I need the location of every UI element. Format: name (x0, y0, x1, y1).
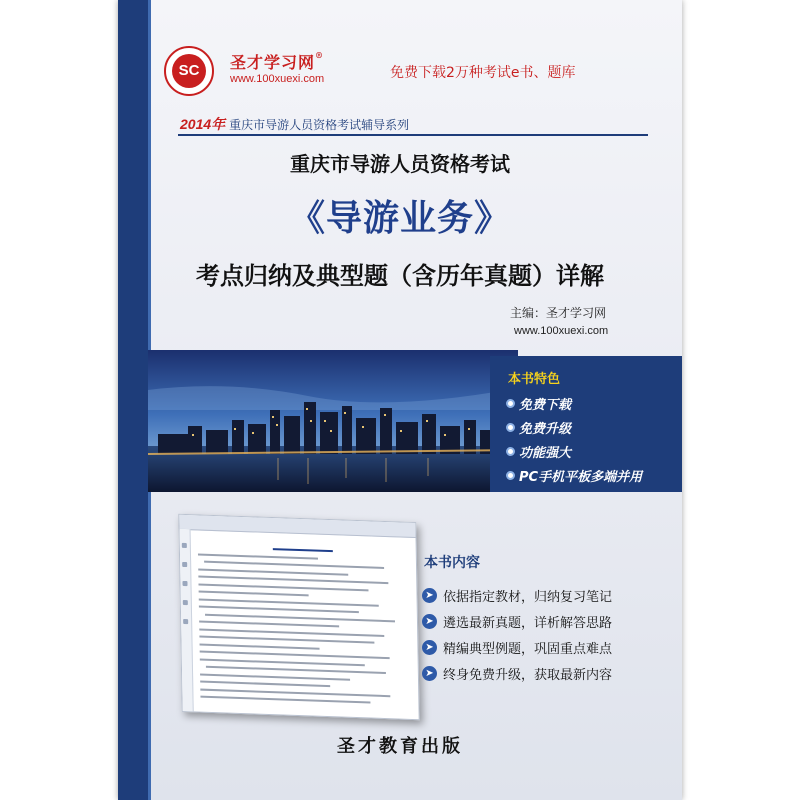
brand-name (230, 50, 324, 73)
header-divider (178, 134, 648, 136)
brand-url: www.100xuexi.com (230, 73, 325, 85)
preview-text-line (200, 658, 365, 666)
logo (164, 46, 214, 96)
slogan: 免费下载2万种考试e书、题库 (390, 65, 576, 81)
arrow-right-icon: ➤ (422, 588, 437, 603)
ebook-preview-image (178, 514, 419, 720)
feature-item (506, 466, 642, 485)
city-night-photo (148, 350, 518, 492)
content-label: 遴选最新真题，详析解答思路 (443, 616, 613, 631)
preview-text-line (198, 583, 368, 591)
preview-text-line (200, 681, 330, 688)
preview-text-line (199, 605, 359, 613)
book-cover (118, 0, 682, 800)
publisher-name: 圣才教育出版 (337, 736, 463, 757)
preview-text-line (273, 548, 333, 552)
content-label: 精编典型例题，巩固重点难点 (443, 642, 613, 657)
preview-text-line (205, 613, 395, 622)
feature-item (506, 418, 571, 437)
preview-text-line (199, 636, 374, 644)
cover-spine (118, 0, 148, 800)
title-line-2: 《导游业务》 (288, 198, 511, 239)
feature-label: 免费下载 (519, 398, 572, 413)
editor-url: www.100xuexi.com (514, 325, 609, 337)
preview-text-line (200, 673, 350, 680)
registered-mark: ® (315, 50, 325, 60)
arrow-right-icon: ➤ (422, 640, 437, 655)
contents-title: 本书内容 (424, 555, 480, 571)
preview-text-line (199, 621, 339, 628)
preview-text-line (200, 651, 390, 660)
arrow-right-icon: ➤ (422, 614, 437, 629)
preview-text-line (206, 666, 386, 674)
title-line-1: 重庆市导游人员资格考试 (290, 152, 510, 176)
series-year: 2014年 (180, 116, 226, 132)
preview-text-line (200, 688, 390, 697)
preview-sidebar (180, 529, 194, 712)
preview-text-line (198, 553, 318, 559)
arrow-right-icon: ➤ (422, 666, 437, 681)
content-label: 依据指定教材，归纳复习笔记 (443, 590, 613, 605)
feature-label: 功能强大 (519, 446, 572, 461)
brand-name-text: 圣才学习网 (230, 53, 316, 72)
preview-text-line (200, 643, 320, 649)
preview-text-line (198, 568, 348, 575)
content-item (422, 664, 612, 683)
feature-label: 免费升级 (519, 422, 572, 437)
circle-bullet-icon (506, 423, 515, 432)
circle-bullet-icon (506, 399, 515, 408)
content-item (422, 612, 612, 631)
preview-toolbar (179, 515, 415, 538)
preview-text-line (200, 696, 370, 704)
city-skyline-image (148, 350, 518, 492)
content-label: 终身免费升级，获取最新内容 (443, 668, 613, 683)
features-title: 本书特色 (508, 372, 561, 387)
logo-text: SC (172, 54, 206, 88)
preview-page (198, 535, 411, 714)
series-line (180, 114, 409, 134)
circle-bullet-icon (506, 447, 515, 456)
feature-item (506, 394, 571, 413)
features-panel (490, 356, 682, 492)
title-line-3: 考点归纳及典型题（含历年真题）详解 (196, 262, 604, 290)
content-item (422, 586, 612, 605)
preview-text-line (199, 598, 379, 606)
preview-text-line (199, 590, 309, 596)
content-item (422, 638, 612, 657)
preview-text-line (199, 628, 384, 636)
series-name: 重庆市导游人员资格考试辅导系列 (229, 118, 410, 132)
preview-text-line (204, 561, 384, 569)
feature-label: PC手机平板多端并用 (519, 470, 643, 485)
editor-label: 主编：圣才学习网 (510, 306, 607, 320)
preview-text-line (198, 575, 388, 584)
circle-bullet-icon (506, 471, 515, 480)
feature-item (506, 442, 571, 461)
